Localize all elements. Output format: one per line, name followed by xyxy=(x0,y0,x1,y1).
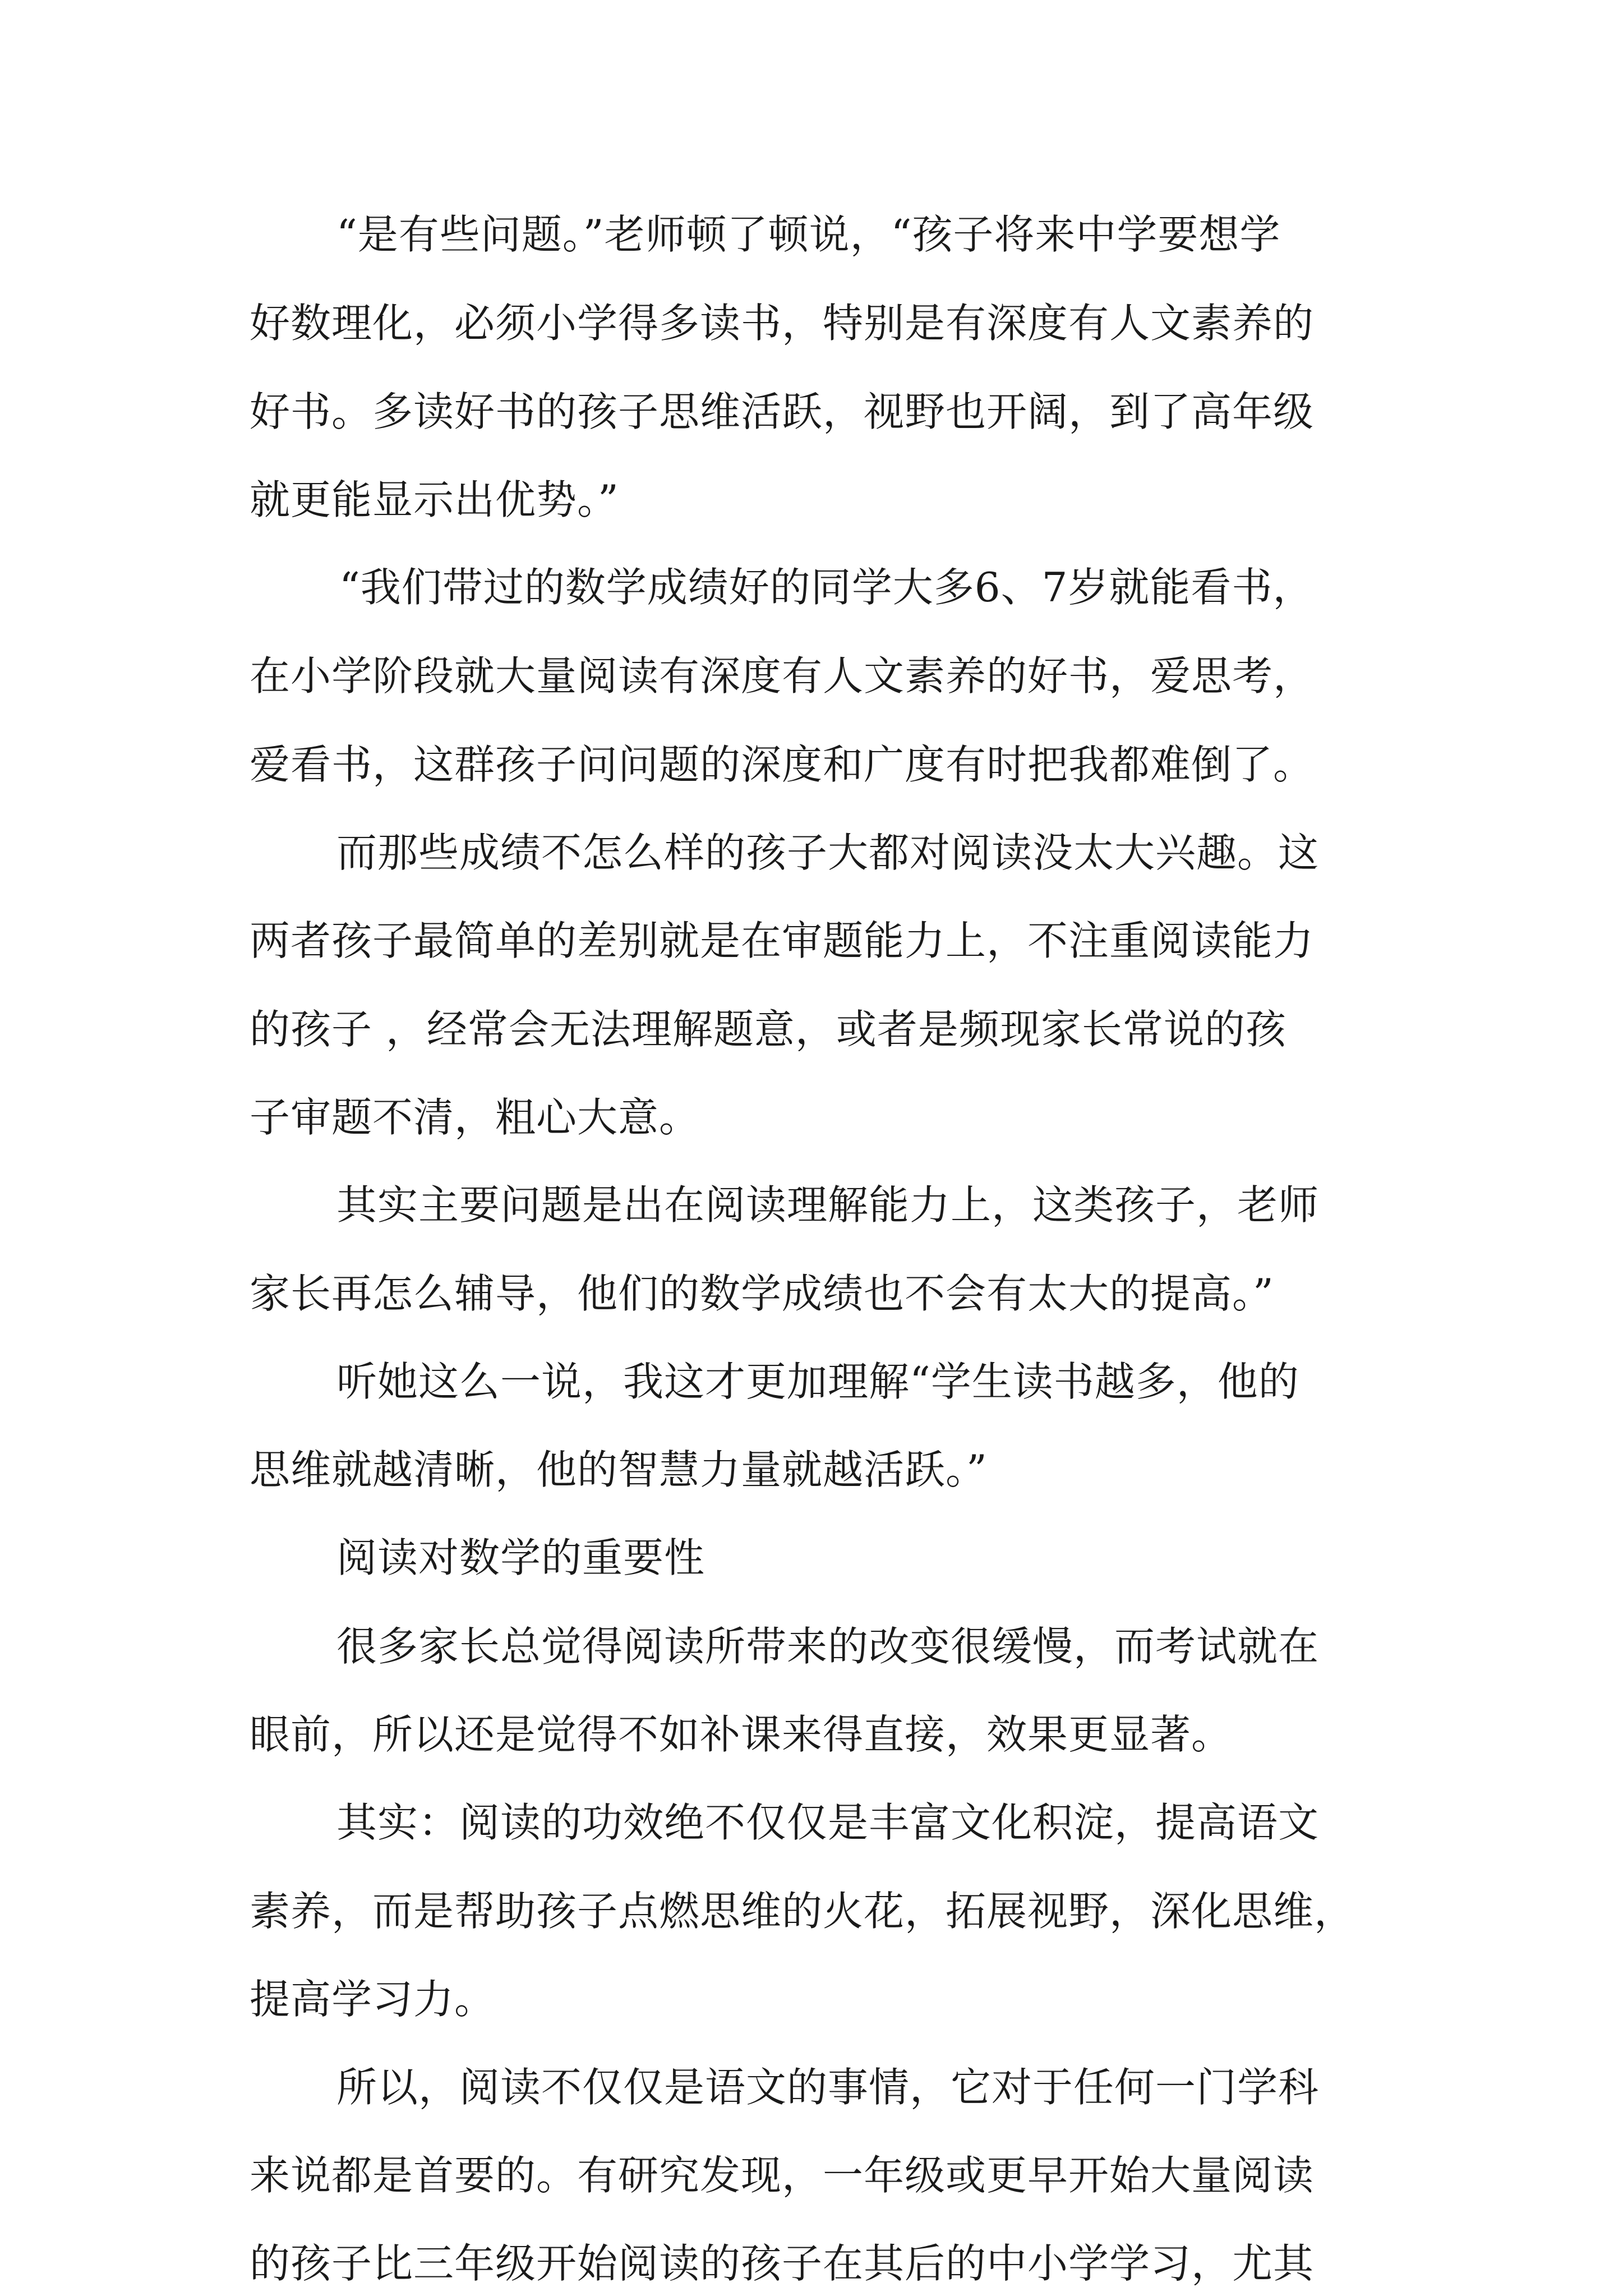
text-line: 听她这么一说，我这才更加理解“学生读书越多，他的 xyxy=(336,1358,1299,1405)
text-line: 两者孩子最简单的差别就是在审题能力上，不注重阅读能力 xyxy=(250,917,1315,964)
text-line: 所以，阅读不仅仅是语文的事情，它对于任何一门学科 xyxy=(336,2064,1320,2111)
text-line: 思维就越清晰，他的智慧力量就越活跃。” xyxy=(250,1446,988,1493)
text-line: 爱看书，这群孩子问问题的深度和广度有时把我都难倒了。 xyxy=(250,741,1315,788)
text-line: 素养，而是帮助孩子点燃思维的火花，拓展视野，深化思维， xyxy=(250,1888,1355,1935)
text-line: 的孩子 ，经常会无法理解题意，或者是频现家长常说的孩 xyxy=(250,1006,1287,1053)
text-line: 就更能显示出优势。” xyxy=(250,476,619,523)
text-line: 眼前，所以还是觉得不如补课来得直接，效果更显著。 xyxy=(250,1711,1233,1758)
section-heading: 阅读对数学的重要性 xyxy=(336,1534,706,1581)
text-line: 很多家长总觉得阅读所带来的改变很缓慢，而考试就在 xyxy=(336,1623,1320,1670)
text-line: 家长再怎么辅导，他们的数学成绩也不会有太大的提高。” xyxy=(250,1270,1274,1317)
text-line: 来说都是首要的。有研究发现，一年级或更早开始大量阅读 xyxy=(250,2152,1315,2199)
text-line: 提高学习力。 xyxy=(250,1976,496,2023)
text-line: 好数理化，必须小学得多读书，特别是有深度有人文素养的 xyxy=(250,300,1315,347)
text-line: 其实主要问题是出在阅读理解能力上，这类孩子，老师 xyxy=(336,1181,1320,1228)
text-line: 在小学阶段就大量阅读有深度有人文素养的好书，爱思考， xyxy=(250,652,1315,700)
text-line: 好书。多读好书的孩子思维活跃，视野也开阔，到了高年级 xyxy=(250,388,1315,435)
text-line: 子审题不清，粗心大意。 xyxy=(250,1094,700,1141)
text-line: “我们带过的数学成绩好的同学大多6、7岁就能看书， xyxy=(339,564,1314,611)
text-line: 而那些成绩不怎么样的孩子大都对阅读没太大兴趣。这 xyxy=(336,829,1320,876)
text-line: 的孩子比三年级开始阅读的孩子在其后的中小学学习，尤其 xyxy=(250,2240,1315,2287)
text-line: “是有些问题。”老师顿了顿说，“孩子将来中学要想学 xyxy=(336,211,1281,258)
text-line: 其实：阅读的功效绝不仅仅是丰富文化积淀，提高语文 xyxy=(336,1799,1320,1846)
